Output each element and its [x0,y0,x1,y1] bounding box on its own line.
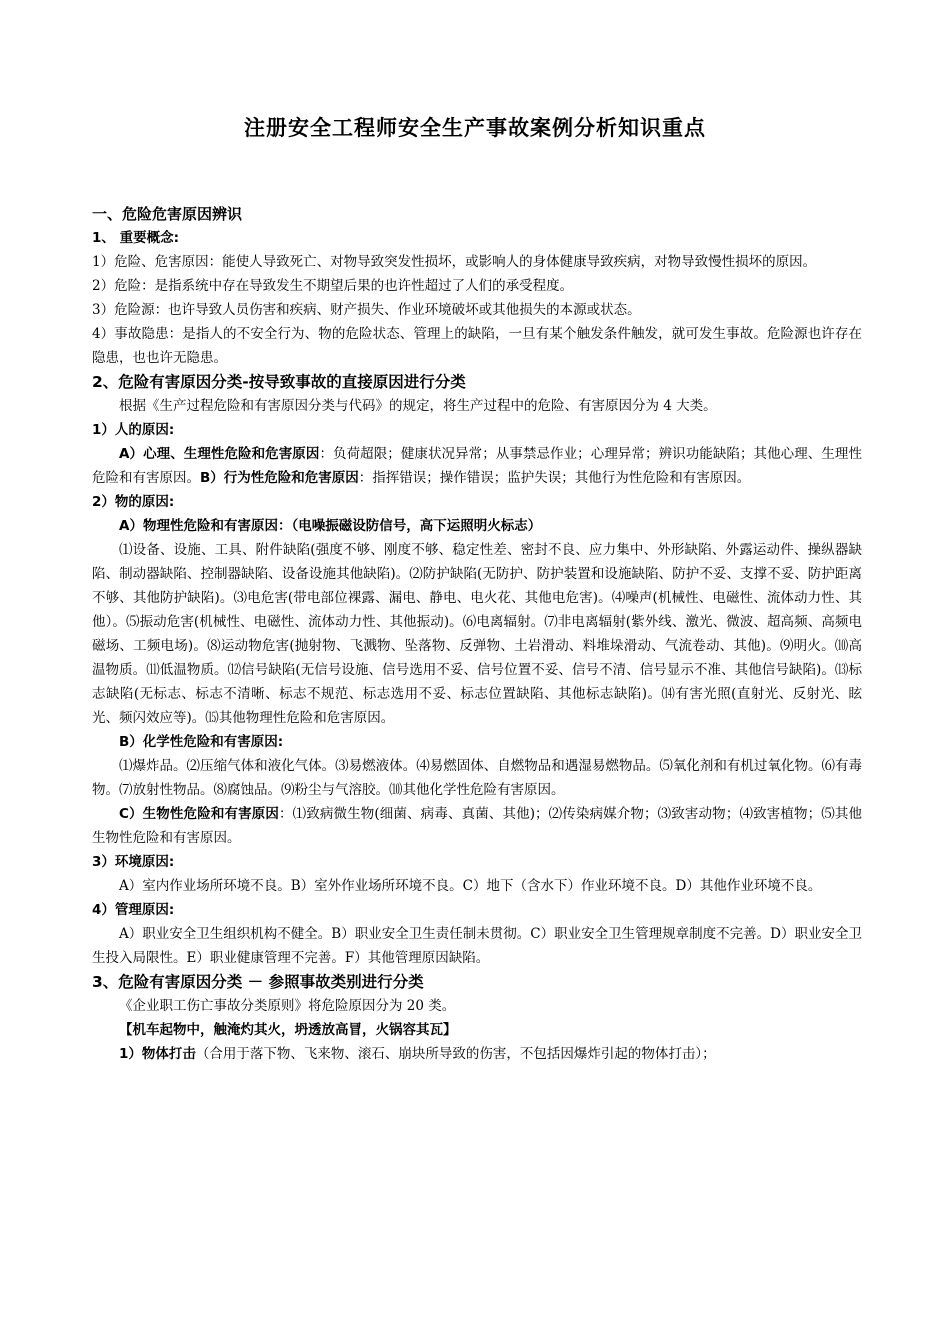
page-title: 注册安全工程师安全生产事故案例分析知识重点 [244,116,706,140]
text-object-strike: （合用于落下物、飞来物、滚石、崩块所导致的伤害，不包括因爆炸引起的物体打击）； [195,1046,716,1062]
paragraph-biological-hazards [92,802,862,850]
paragraph-concept-4: 4）事故隐患：是指人的不安全行为、物的危险状态、管理上的缺陷，一旦有某个触发条件触发，就可发生事故。危险源也许存在隐患，也也许无隐患。 [92,326,862,366]
paragraph-object-strike [92,1042,862,1066]
paragraph-accident-category-intro: 《企业职工伤亡事故分类原则》将危险原因分为 20 类。 [119,998,456,1014]
heading-chemical-hazards: B）化学性危险和有害原因: [119,734,284,750]
label-biological: C）生物性危险和有害原因 [119,806,279,822]
label-behavioral: B）行为性危险和危害原因 [200,470,359,486]
paragraph-human-factors [92,442,862,490]
subsection-heading-concepts: 1、 重要概念: [92,230,179,246]
mnemonic-line: 【机车起物中，触淹灼其火，坍透放高冒，火锅容其瓦】 [119,1022,457,1038]
heading-human-factors: 1）人的原因: [92,422,175,438]
section-heading-3: 3、危险有害原因分类 － 参照事故类别进行分类 [92,973,424,991]
paragraph-environment-factors: A）室内作业场所环境不良。B）室外作业场所环境不良。C）地下（含水下）作业环境不良。D）其他作业环境不良。 [119,878,822,894]
heading-object-factors: 2）物的原因: [92,494,175,510]
paragraph-concept-3: 3）危险源：也许导致人员伤害和疾病、财产损失、作业环境破坏或其他损失的本源或状态。 [92,302,641,318]
text-biological: ：⑴致病微生物(细菌、病毒、真菌、其他)；⑵传染病媒介物；⑶致害动物；⑷致害植物；⑸其他生物性危险和有害原因。 [92,806,862,846]
heading-management-factors: 4）管理原因: [92,902,175,918]
label-psych-physio: A）心理、生理性危险和危害原因 [119,446,320,462]
text-psych-physio: ：负荷超限；健康状况异常；从事禁忌作业；心理异常；辨识功能缺陷；其他心理、生理性危险和有害原因。 [92,446,862,486]
heading-physical-hazards: A）物理性危险和有害原因：（电噪振磁设防信号，高下运照明火标志） [119,518,542,534]
label-object-strike: 1）物体打击 [119,1046,196,1062]
paragraph-management-factors: A）职业安全卫生组织机构不健全。B）职业安全卫生责任制未贯彻。C）职业安全卫生管理规章制度不完善。D）职业安全卫生投入局限性。E）职业健康管理不完善。F）其他管理原因缺陷。 [92,926,862,966]
paragraph-chemical-hazards: ⑴爆炸品。⑵压缩气体和液化气体。⑶易燃液体。⑷易燃固体、自燃物品和遇湿易燃物品。⑸氧化剂和有机过氧化物。⑹有毒物。⑺放射性物品。⑻腐蚀品。⑼粉尘与气溶胶。⑽其他化学性危险有害原因。 [92,758,862,798]
document-body [92,202,862,1066]
paragraph-concept-2: 2）危险：是指系统中存在导致发生不期望后果的也许性超过了人们的承受程度。 [92,278,574,294]
section-heading-1: 一、危险危害原因辨识 [92,205,243,223]
text-behavioral: ：指挥错误；操作错误；监护失误；其他行为性危险和有害原因。 [358,470,751,486]
section-heading-2: 2、危险有害原因分类-按导致事故的直接原因进行分类 [92,373,466,391]
heading-environment-factors: 3）环境原因: [92,854,175,870]
paragraph-classification-intro: 根据《生产过程危险和有害原因分类与代码》的规定，将生产过程中的危险、有害原因分为 4 大类。 [119,398,717,414]
paragraph-physical-hazards: ⑴设备、设施、工具、附件缺陷(强度不够、刚度不够、稳定性差、密封不良、应力集中、外形缺陷、外露运动件、操纵器缺陷、制动器缺陷、控制器缺陷、设备设施其他缺陷)。⑵防护缺陷(无防护、防护装置和设施缺陷、防护不妥、支撑不妥、防护距离不够、其他防护缺陷)。⑶电危害(带电部位裸露、漏电、静电、电火花、其他电危害)。⑷噪声(机械性、电磁性、流体动力性、其他）。⑸振动危害(机械性、电磁性、流体动力性、其他振动)。⑹电离辐射。⑺非电离辐射(紫外线、激光、微波、超高频、高频电磁场、工频电场)。⑻运动物危害(抛射物、飞溅物、坠落物、反弹物、土岩滑动、料堆垛滑动、气流卷动、其他)。⑼明火。⑽高温物质。⑾低温物质。⑿信号缺陷(无信号设施、信号选用不妥、信号位置不妥、信号不清、信号显示不准、其他信号缺陷)。⒀标志缺陷(无标志、标志不清晰、标志不规范、标志选用不妥、标志位置缺陷、其他标志缺陷)。⒁有害光照(直射光、反射光、眩光、频闪效应等)。⒂其他物理性危险和危害原因。 [92,542,862,726]
paragraph-concept-1: 1）危险、危害原因：能使人导致死亡、对物导致突发性损坏，或影响人的身体健康导致疾病，对物导致慢性损坏的原因。 [92,254,817,270]
